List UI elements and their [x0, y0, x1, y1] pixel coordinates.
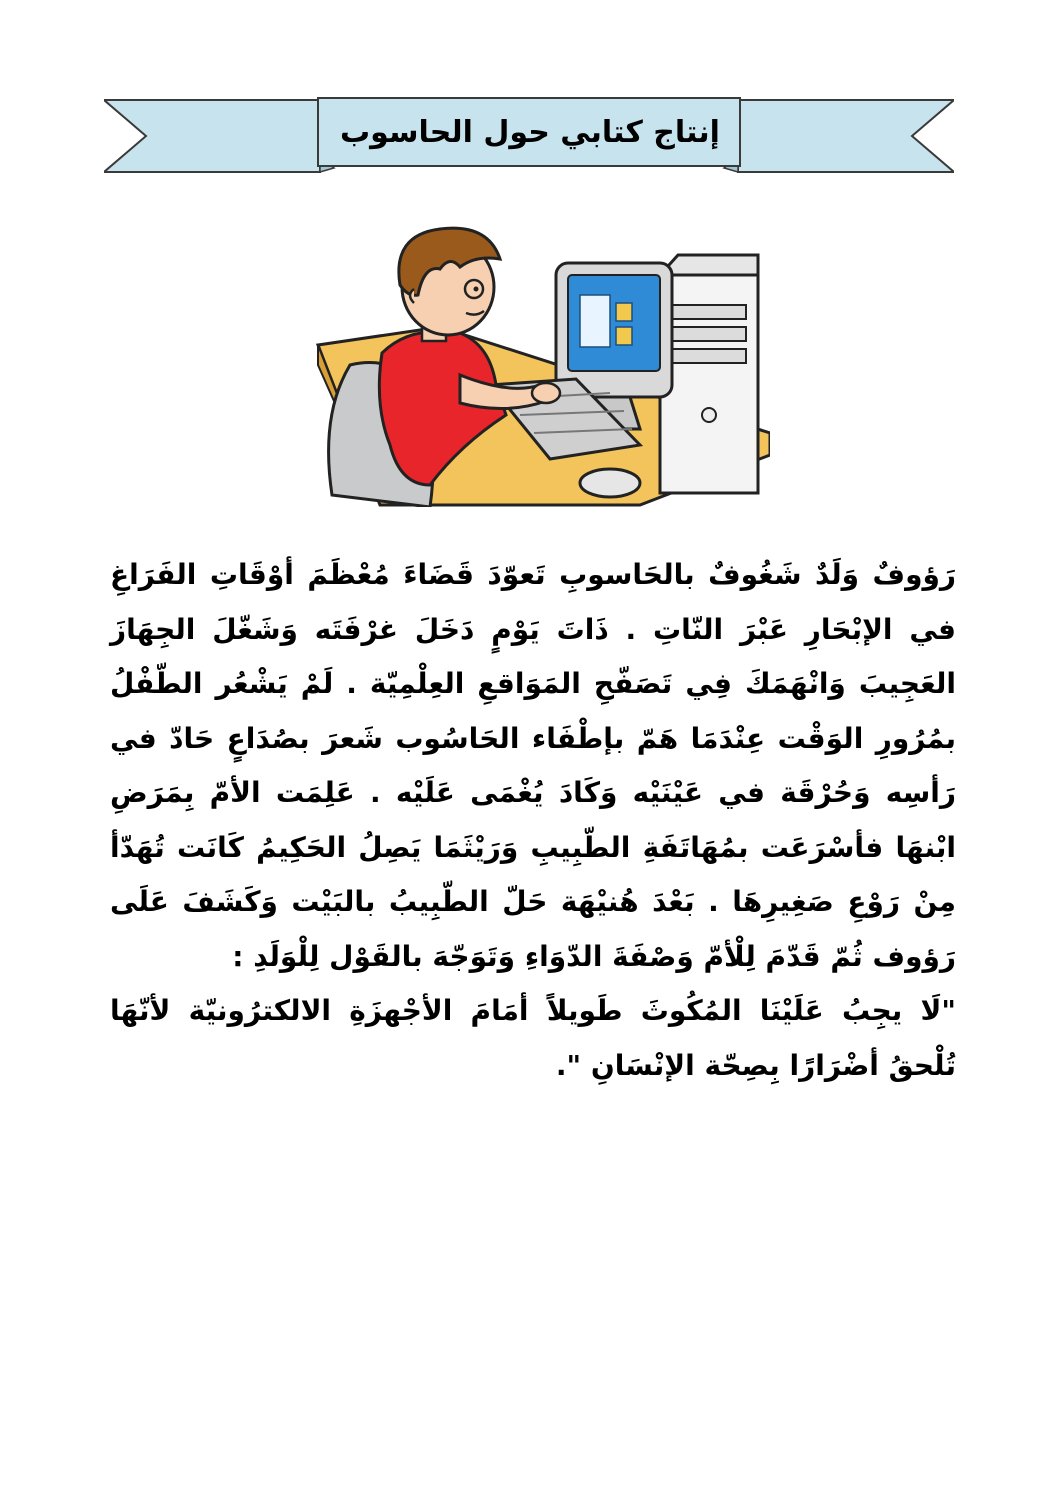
mouse: [580, 469, 640, 497]
drive-bay-3: [672, 349, 746, 363]
boy-hand: [532, 383, 560, 403]
drive-bay-2: [672, 327, 746, 341]
boy-computer-illustration: [310, 215, 770, 507]
boy-eye: [474, 287, 479, 292]
ribbon-right-tail: [738, 100, 954, 172]
screen-panel-1: [616, 303, 632, 321]
boy-using-computer-icon: [310, 215, 770, 507]
story-paragraph: رَؤوفٌ وَلَدٌ شَغُوفٌ بالحَاسوبِ تَعوّدَ قَضَاءَ مُعْظَمَ أوْقَاتِ الفَرَاغِ في الإبْحَارِ عَبْرَ النّاتِ . ذَاتَ يَوْمٍ دَخَلَ غرْفَتَه وَشَغّلَ الجِهَازَ العَجِيبَ وَانْهَمَكَ فِي تَصَفّحِ المَوَاقعِ العِلْمِيّة . لَمْ يَشْعُر الطّفْلُ بمُرُورِ الوَقْت عِنْدَمَا هَمّ بإطْفَاء الحَاسُوب شَعرَ بصُدَاعٍ حَادّ في رَأسِه وَحُرْقَة في عَيْنَيْه وَكَادَ يُغْمَى عَلَيْه . عَلِمَت الأمّ بِمَرَضِ ابْنهَا فأسْرَعَت بمُهَاتَفَةِ الطّبِيبِ وَرَيْثَمَا يَصِلُ الحَكِيمُ كَانَت تُهَدّأ مِنْ رَوْعِ صَغِيرِهَا . بَعْدَ هُنيْهَة حَلّ الطّبِيبُ بالبَيْت وَكَشَفَ عَلَى رَؤوف ثُمّ قَدّمَ لِلْأمّ وَصْفَةَ الدّوَاءِ وَتَوَجّهَ بالقَوْل لِلْوَلَدِ :: [110, 558, 956, 973]
story-text: [110, 548, 956, 1093]
title-banner: [104, 96, 954, 176]
power-button: [702, 408, 716, 422]
page-title: إنتاج كتابي حول الحاسوب: [340, 114, 720, 150]
drive-bay-1: [672, 305, 746, 319]
screen-panel-2: [616, 327, 632, 345]
tower-top: [660, 255, 758, 275]
ribbon-left-tail: [104, 100, 320, 172]
doctor-quote: "لَا يجِبُ عَلَيْنَا المُكُوثَ طَويلاً أمَامَ الأجْهزَةِ الالكترُونيّة لأنّهَا تُلْحقُ أضْرَارًا بِصِحّة الإنْسَانِ ".: [110, 994, 956, 1082]
screen-window: [580, 295, 610, 347]
